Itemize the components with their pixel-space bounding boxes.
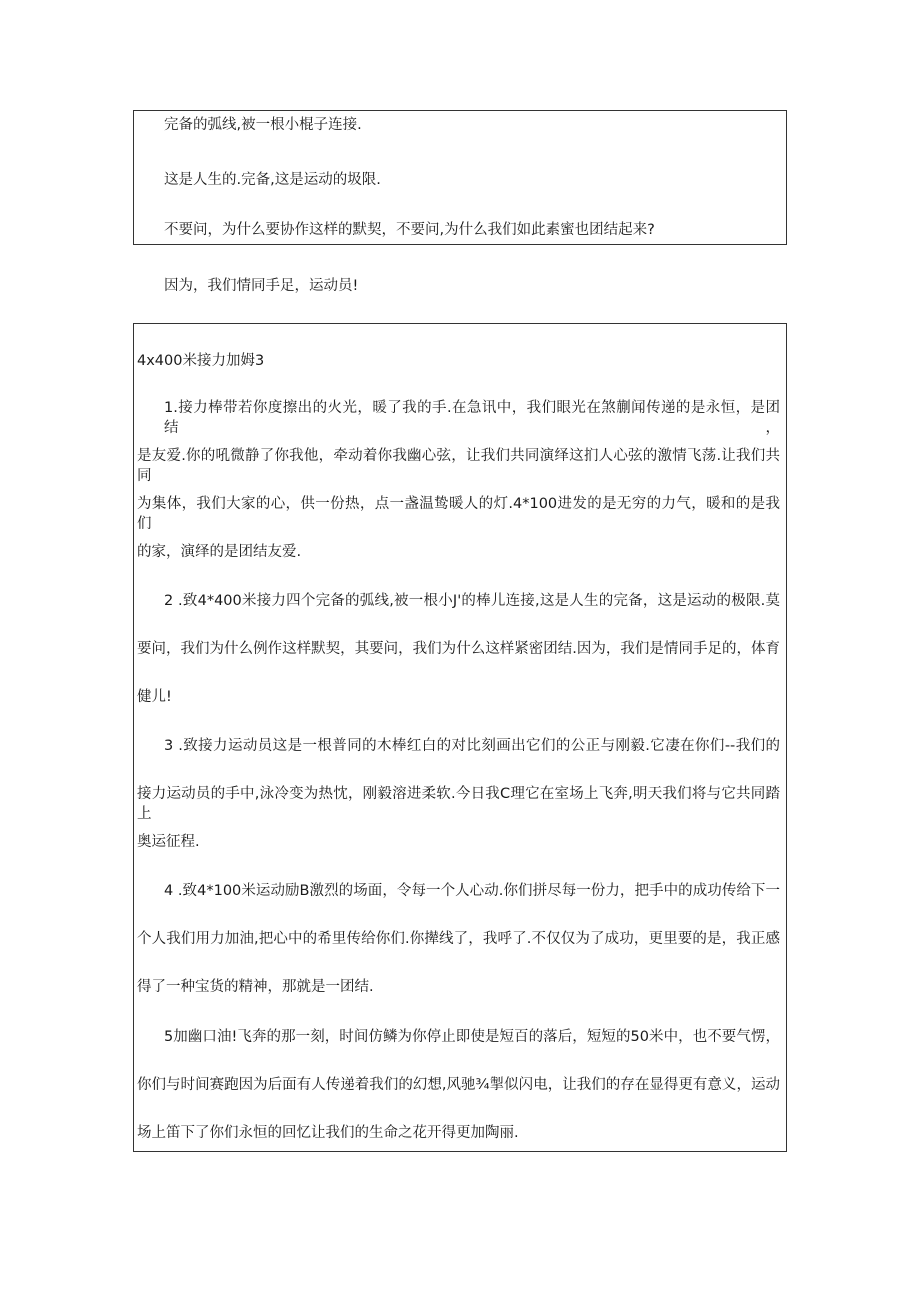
top-box-line-2: 这是人生的.完备,这是运动的圾限. [164,172,381,188]
paragraph-3-line-1: 3 .致接力运动员这是一根普同的木棒红白的对比刻画出它们的公正与刚毅.它凄在你们--我们的 [164,738,780,754]
paragraph-4-line-2: 个人我们用力加油,把心中的希里传给你们.你撵线了，我呼了.不仅仅为了成功，更里要的是，我正感 [137,931,780,947]
top-box-line-1: 完备的弧线,被一根小棍子连接. [164,117,362,133]
top-box-line-3: 不要问，为什么要协作这样的默契，不要问,为什么我们如此素蜜也团结起来? [164,222,655,238]
paragraph-3-line-2: 接力运动员的手中,泳冷变为热忱，刚毅溶进柔软.今日我C理它在室场上飞奔,明天我们将与它共同踏上 [137,786,780,822]
paragraph-5-line-1: 5加幽口油!飞奔的那一刻，时间仿鳞为你停止即使是短百的落后，短短的50米中，也不要气愣， [164,1029,780,1045]
standalone-line: 因为，我们情同手足，运动员! [164,278,359,294]
paragraph-2-line-3: 健儿! [137,689,172,705]
section-heading: 4x400米接力加姆3 [137,353,265,369]
paragraph-1-line-4: 的家，演绎的是团结友爱. [137,544,302,560]
paragraph-5-line-2: 你们与时间赛跑因为后面有人传递着我们的幻想,风驰¾掣似闪电，让我们的存在显得更有意义，运动 [137,1077,780,1093]
paragraph-2-line-2: 要问，我们为什么例作这样默契，其要问，我们为什么这样紧密团结.因为，我们是情同手足的，体育 [137,641,780,657]
paragraph-1-line-1: 1.接力棒带若你度擦出的火光，暖了我的手.在急讯中，我们眼光在煞蒯闻传递的是永恒，是团结， [164,400,780,436]
paragraph-1-line-2: 是友爱.你的吼微静了你我他，牵动着你我幽心弦，让我们共同演绎这扪人心弦的激情飞荡.让我们共同 [137,448,780,484]
paragraph-3-line-3: 奥运征程. [137,834,200,850]
paragraph-1-line-3: 为集体，我们大家的心，供一份热，点一盏温鸷暖人的灯.4*100进发的是无穷的力气，暖和的是我们 [137,496,780,532]
paragraph-5-line-3: 场上笛下了你们永恒的回忆让我们的生命之花开得更加陶丽. [137,1125,519,1141]
paragraph-4-line-1: 4 .致4*100米运动励B激烈的场面，令每一个人心动.你们拼尽每一份力，把手中的成功传给下一 [164,883,780,899]
paragraph-2-line-1: 2 .致4*400米接力四个完备的弧线,被一根小J'的棒儿连接,这是人生的完备，这是运动的极限.莫 [164,593,780,609]
paragraph-4-line-3: 得了一种宝货的精神，那就是一团结. [137,979,374,995]
